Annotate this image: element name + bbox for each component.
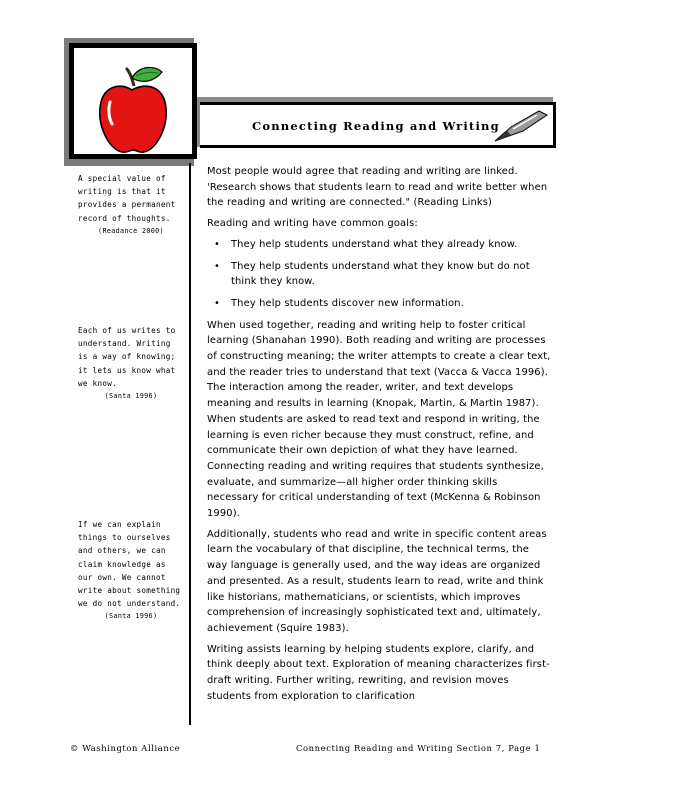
sidebar-quote	[78, 172, 184, 238]
list-item: • They help students understand what they know but do not think they know.	[207, 259, 552, 290]
body-paragraph: Writing assists learning by helping students explore, clarify, and think deeply about text. Exploration of meaning characterizes first-draft writing. Further writing, rewriting, and revision moves students from exploration to clarification	[207, 643, 550, 702]
sidebar-quote-text: Each of us writes to understand. Writing is a way of knowing; it lets us know what we know.	[78, 326, 176, 388]
column-divider	[189, 163, 191, 725]
footer-page-info: Connecting Reading and Writing Section 7, Page 1	[296, 743, 541, 753]
goals-lead: Reading and writing have common goals:	[207, 218, 418, 230]
sidebar-quote-source: (Santa 1996)	[104, 612, 158, 621]
sidebar-quote-source: (Santa 1996)	[104, 392, 158, 401]
list-item: • They help students discover new information.	[207, 296, 552, 312]
body-paragraph: When used together, reading and writing help to foster critical learning (Shanahan 1990). Both reading and writing are processes of constructing meaning; the writer attempts to create a clear text, and the reader tries to understand that text (Vacca & Vacca 1996). The interaction among the reader, writer, and text develops meaning and results in learning (Knopak, Martin, & Martin 1987). When students are asked to read text and respond in writing, the learning is even richer because they must construct, refine, and communicate their own depiction of what they have learned. Connecting reading and writing requires that students synthesize, evaluate, and summarize—all higher order thinking skills necessary for critical understanding of text (McKenna & Robinson 1990).	[207, 319, 551, 520]
pen-nib-icon	[493, 109, 549, 143]
page-title: Connecting Reading and Writing	[252, 119, 500, 133]
footer-copyright: © Washington Alliance	[70, 743, 181, 753]
list-item: • They help students understand what they already know.	[207, 237, 552, 253]
sidebar-quote-text: A special value of writing is that it provides a permanent record of thoughts.	[78, 174, 176, 223]
apple-icon	[96, 60, 170, 160]
sidebar-quote	[78, 518, 184, 624]
sidebar-quote-source: (Readance 2000)	[98, 226, 164, 235]
sidebar-quote-text: If we can explain things to ourselves and others, we can claim knowledge as our own. We cannot write about something we do not understand.	[78, 520, 181, 609]
title-bar	[200, 102, 556, 148]
intro-paragraph: Most people would agree that reading and writing are linked. 'Research shows that students learn to read and write better when the reading and writing are connected." (Reading Links)	[207, 166, 548, 209]
apple-box	[69, 43, 197, 159]
main-content	[207, 164, 552, 710]
goals-list	[207, 237, 552, 312]
sidebar-quote	[78, 324, 184, 403]
body-paragraph: Additionally, students who read and write in specific content areas learn the vocabulary of that discipline, the technical terms, the way language is generally used, and the way ideas are organized and presented. As a result, students learn to read, write and think like historians, mathematicians, or scientists, which improves comprehension of increasingly sophisticated text and, ultimately, achievement (Squire 1983).	[207, 528, 547, 634]
